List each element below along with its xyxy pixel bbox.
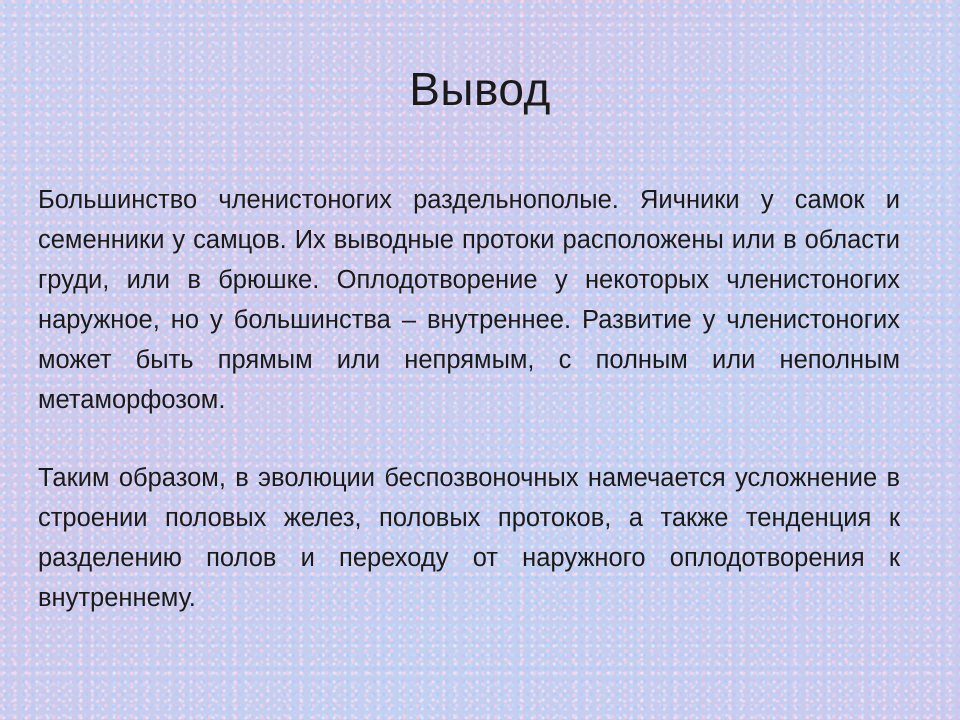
slide-title: Вывод	[409, 63, 551, 115]
paragraph-conclusion: Таким образом, в эволюции беспозвоночных намечается усложнение в строении половых желез, половых протоков, а также тенденция к разделению полов и переходу от наружного оплодотворения к внутреннему.	[38, 464, 900, 612]
paragraph-arthropod-reproduction: Большинство членистоногих раздельнополые. Яичники у самок и семенники у самцов. Их выводные протоки расположены или в области груди, или в брюшке. Оплодотворение у некоторых членистоногих наружное, но у большинства – внутреннее. Развитие у членистоногих может быть прямым или непрямым, с полным или неполным метаморфозом.	[38, 186, 900, 414]
slide-body	[38, 180, 900, 618]
